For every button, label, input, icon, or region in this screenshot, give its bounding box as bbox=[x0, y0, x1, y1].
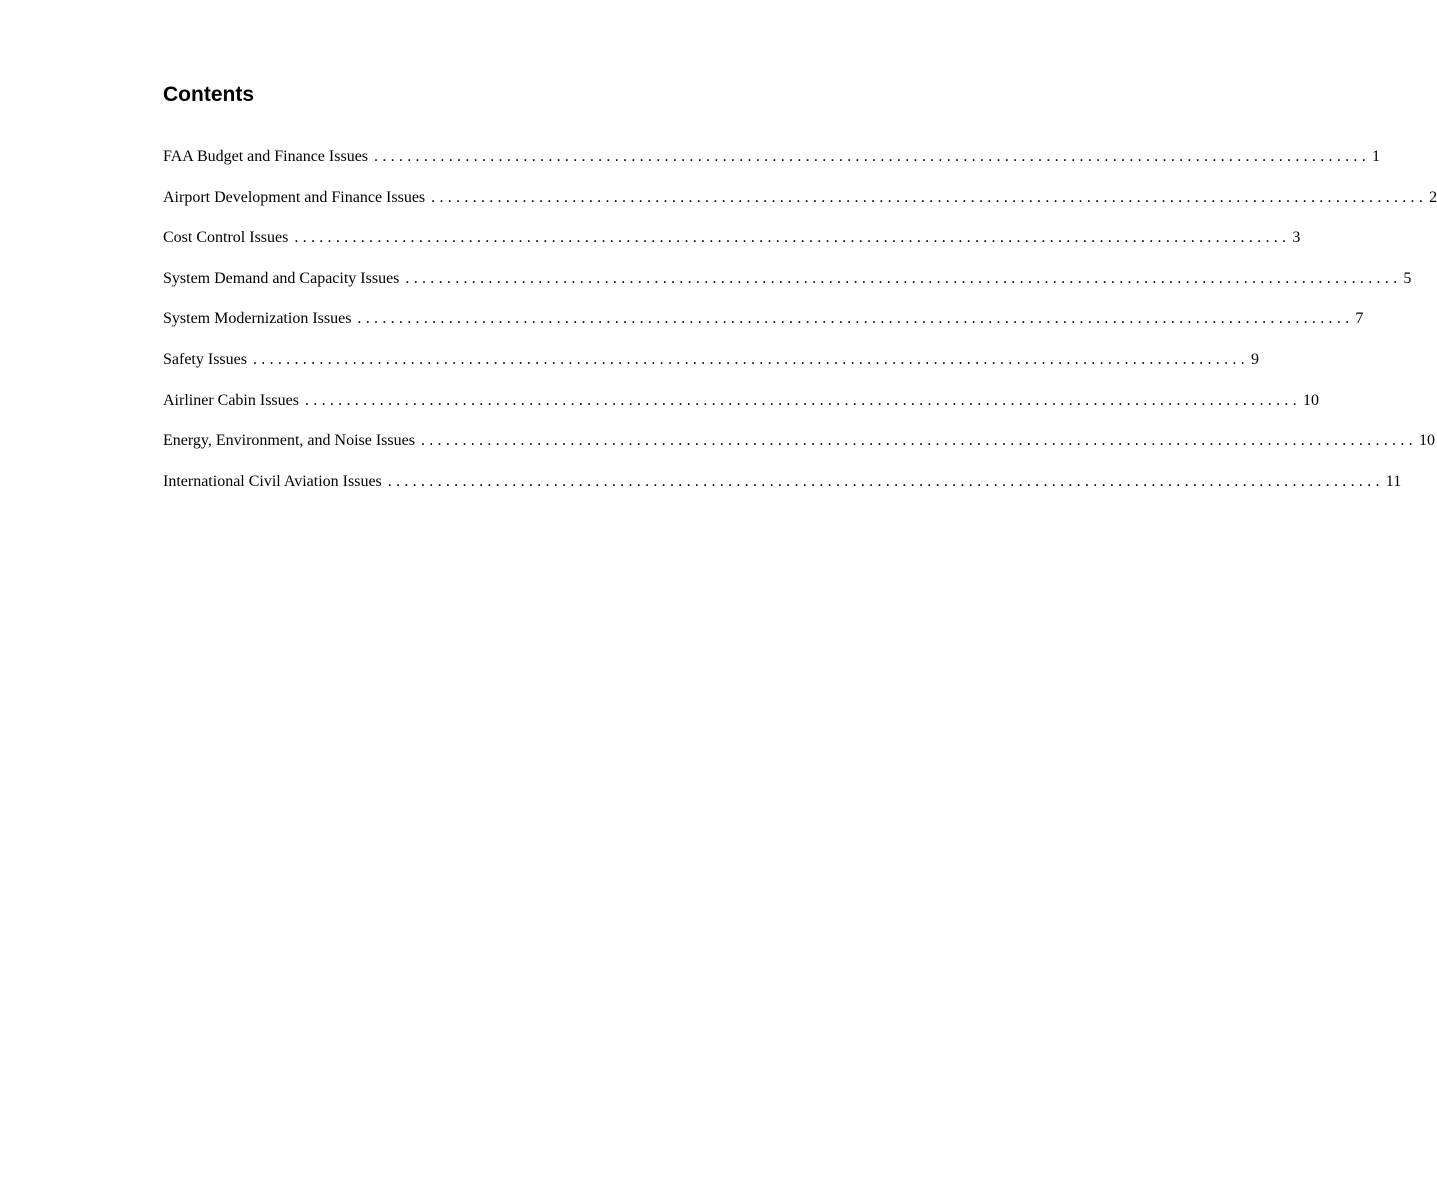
toc-entry[interactable] bbox=[163, 187, 1437, 228]
toc-dot-leader: ........................................................................................................................ bbox=[304, 391, 1301, 409]
toc-entry-title: Cost Control Issues bbox=[163, 229, 289, 247]
toc-dot-leader: ........................................................................................................................ bbox=[252, 350, 1249, 368]
toc-entry[interactable] bbox=[163, 471, 1402, 512]
toc-page-number: 5 bbox=[1403, 269, 1412, 287]
toc-entry[interactable] bbox=[163, 146, 1381, 187]
toc-entry-title: Airliner Cabin Issues bbox=[163, 391, 299, 409]
toc-page-number: 10 bbox=[1418, 432, 1435, 450]
toc-dot-leader: ........................................................................................................................ bbox=[374, 148, 1371, 165]
toc-entry[interactable] bbox=[163, 268, 1412, 309]
toc-entry[interactable] bbox=[163, 227, 1301, 268]
toc-page-number: 11 bbox=[1385, 472, 1402, 490]
toc-page-number: 7 bbox=[1355, 310, 1364, 328]
toc-entry-title: Airport Development and Finance Issues bbox=[163, 188, 426, 206]
toc-entry-title: International Civil Aviation Issues bbox=[163, 472, 382, 490]
table-of-contents bbox=[163, 146, 1437, 511]
toc-entry-title: Energy, Environment, and Noise Issues bbox=[163, 432, 415, 450]
toc-page-number: 1 bbox=[1372, 148, 1381, 165]
toc-entry-title: System Modernization Issues bbox=[163, 310, 352, 328]
toc-entry[interactable] bbox=[163, 308, 1364, 349]
page-title: Contents bbox=[163, 83, 254, 106]
toc-dot-leader: ........................................................................................................................ bbox=[387, 472, 1384, 490]
toc-dot-leader: ........................................................................................................................ bbox=[420, 432, 1417, 450]
toc-entry-title: Safety Issues bbox=[163, 350, 247, 368]
toc-entry-title: FAA Budget and Finance Issues bbox=[163, 148, 369, 165]
toc-dot-leader: ........................................................................................................................ bbox=[405, 269, 1402, 287]
toc-page-number: 2 bbox=[1429, 188, 1437, 206]
toc-page-number: 3 bbox=[1292, 229, 1301, 247]
toc-entry[interactable] bbox=[163, 430, 1435, 471]
toc-entry[interactable] bbox=[163, 349, 1259, 390]
toc-dot-leader: ........................................................................................................................ bbox=[294, 229, 1291, 247]
toc-entry-title: System Demand and Capacity Issues bbox=[163, 269, 400, 287]
toc-page-number: 10 bbox=[1302, 391, 1319, 409]
toc-dot-leader: ........................................................................................................................ bbox=[357, 310, 1354, 328]
toc-page-number: 9 bbox=[1250, 350, 1259, 368]
toc-entry[interactable] bbox=[163, 390, 1319, 431]
toc-dot-leader: ........................................................................................................................ bbox=[431, 188, 1428, 206]
